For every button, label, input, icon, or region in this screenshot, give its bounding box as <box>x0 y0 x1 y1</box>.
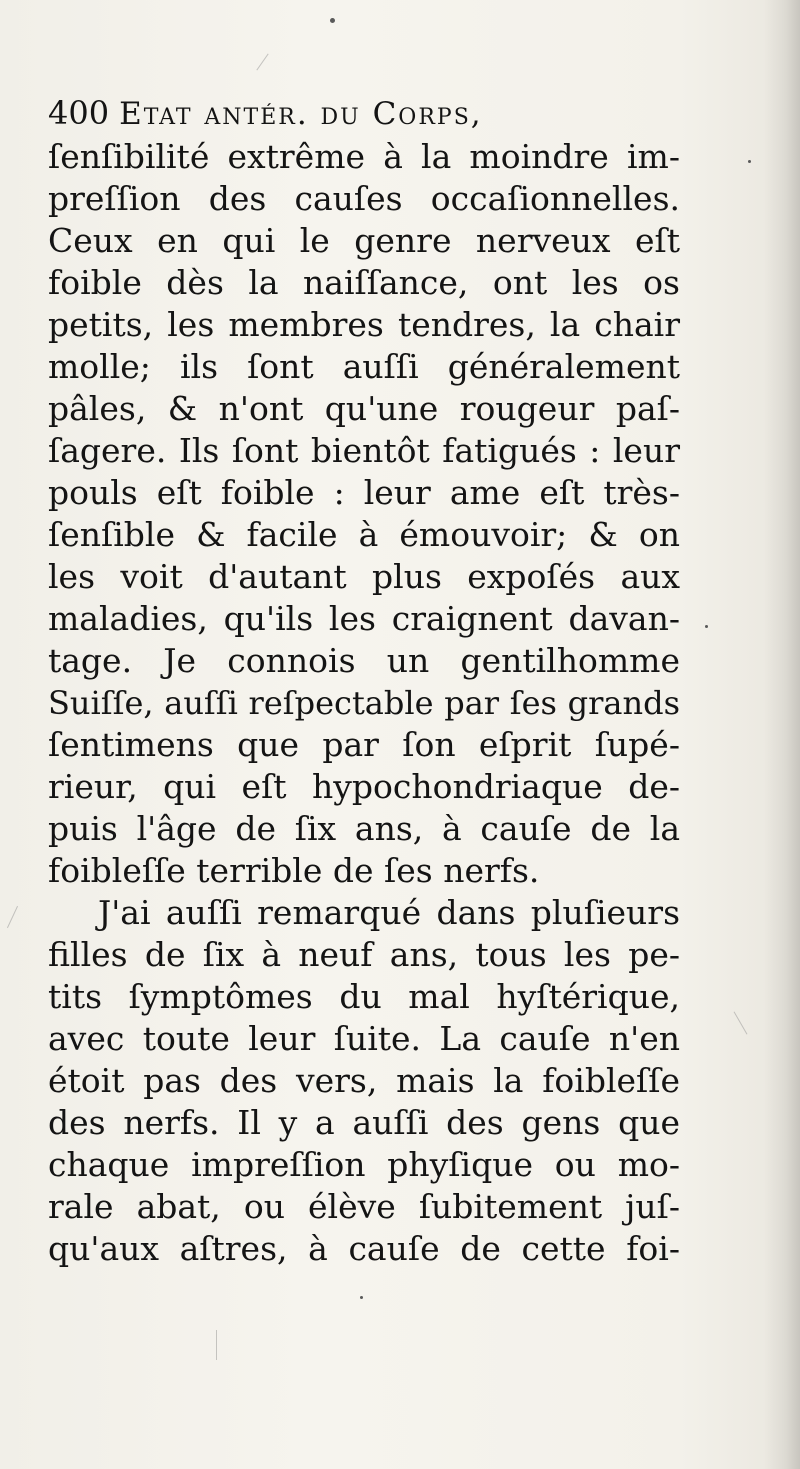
text-line: avec toute leur ſuite. La cauſe n'en <box>48 1019 680 1058</box>
text-line: puis l'âge de ſix ans, à cauſe de la <box>48 809 680 848</box>
paper-speck <box>330 18 335 23</box>
text-line: maladies, qu'ils les craignent davan- <box>48 599 680 638</box>
text-line: chaque impreſſion phyſique ou mo- <box>48 1145 680 1184</box>
text-line: ſentimens que par ſon eſprit ſupé- <box>48 725 680 764</box>
text-line: qu'aux aſtres, à cauſe de cette foi- <box>48 1229 680 1268</box>
text-line: pouls eſt foible : leur ame eſt très- <box>48 473 680 512</box>
paper-speck <box>705 625 708 628</box>
text-line: les voit d'autant plus expoſés aux <box>48 557 680 596</box>
text-line: ſagere. Ils ſont bientôt fatigués : leur <box>48 431 680 470</box>
paragraph-end-line: foibleſſe terrible de ſes nerfs. <box>48 851 540 890</box>
text-line: molle; ils ſont auſſi généralement <box>48 347 680 386</box>
text-line: Ceux en qui le genre nerveux eſt <box>48 221 680 260</box>
text-line: tage. Je connois un gentilhomme <box>48 641 680 680</box>
text-line: pâles, & n'ont qu'une rougeur paſ- <box>48 389 680 428</box>
running-title: Etat antér. du Corps, <box>119 96 483 132</box>
text-line: foible dès la naiſſance, ont les os <box>48 263 680 302</box>
page-text <box>48 94 680 1270</box>
text-line: rale abat, ou élève ſubitement juſ- <box>48 1187 680 1226</box>
running-header <box>48 94 680 136</box>
text-line: ſenſibilité extrême à la moindre im- <box>48 137 680 176</box>
page-number: 400 <box>48 94 110 132</box>
text-line: petits, les membres tendres, la chair <box>48 305 680 344</box>
text-line: étoit pas des vers, mais la foibleſſe <box>48 1061 680 1100</box>
text-line: rieur, qui eſt hypochondriaque de- <box>48 767 680 806</box>
text-line: tits ſymptômes du mal hyſtérique, <box>48 977 680 1016</box>
paper-scratch <box>216 1330 217 1360</box>
paper-scratch <box>7 906 18 928</box>
paper-scratch <box>734 1011 748 1034</box>
text-line: filles de ſix à neuf ans, tous les pe- <box>48 935 680 974</box>
text-line: Suiſſe, auſſi reſpectable par ſes grands <box>48 684 680 722</box>
paper-speck <box>360 1296 363 1299</box>
text-line: des nerfs. Il y a auſſi des gens que <box>48 1103 680 1142</box>
page-gutter-shadow <box>764 0 800 1469</box>
paragraph-start-line: J'ai auſſi remarqué dans pluſieurs <box>98 893 680 932</box>
text-line: preſſion des cauſes occaſionnelles. <box>48 179 680 218</box>
paper-scratch <box>256 54 268 71</box>
text-line: ſenſible & facile à émouvoir; & on <box>48 515 680 554</box>
paper-speck <box>748 160 751 163</box>
